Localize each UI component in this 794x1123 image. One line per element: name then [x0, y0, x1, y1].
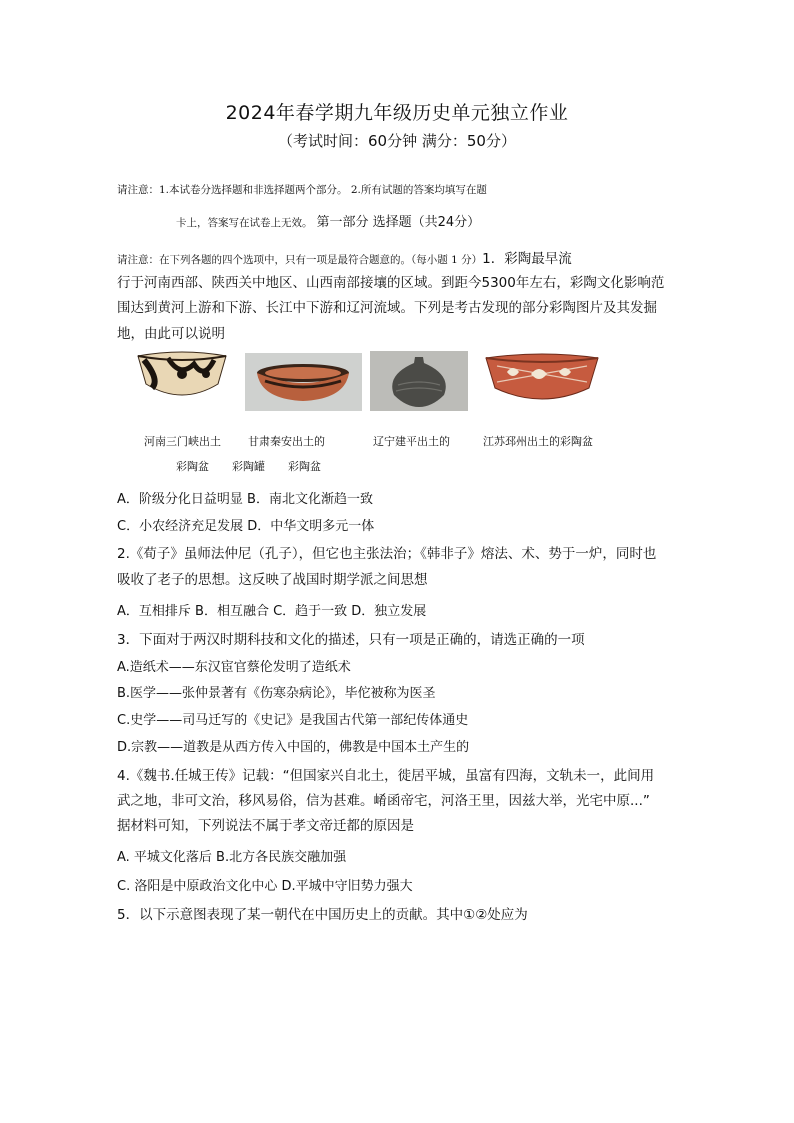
q2-line-2: 吸收了老子的思想。这反映了战国时期学派之间思想: [117, 572, 428, 588]
pizhou-pottery-basin-image: [483, 352, 601, 407]
q3-option-c: C.史学——司马迁写的《史记》是我国古代第一部纪传体通史: [117, 713, 469, 728]
part-heading: 第一部分 选择题（共24分）: [316, 215, 481, 230]
notice-line-1: 请注意：1.本试卷分选择题和非选择题两个部分。 2.所有试题的答案均填写在题: [117, 184, 487, 196]
page-title: 2024年春学期九年级历史单元独立作业: [225, 102, 569, 124]
q2-line-1: 2.《荀子》虽师法仲尼（孔子），但它也主张法治；《韩非子》熔法、术、势于一炉，同时也: [117, 546, 657, 562]
q4-line-3: 据材料可知，下列说法不属于孝文帝迁都的原因是: [117, 818, 414, 834]
caption-pizhou: 江苏邳州出土的彩陶盆: [483, 435, 593, 448]
q1-line-4: 地，由此可以说明: [117, 326, 225, 342]
q1-line-3: 围达到黄河上游和下游、长江中下游和辽河流域。下列是考古发现的部分彩陶图片及其发掘: [117, 300, 657, 316]
caption-basin-1: 彩陶盆: [176, 460, 209, 473]
q3-option-a: A.造纸术——东汉宦官蔡伦发明了造纸术: [117, 660, 351, 675]
q1-start: 1．彩陶最早流: [482, 251, 572, 267]
caption-basin-2: 彩陶盆: [288, 460, 321, 473]
caption-sanmenxia: 河南三门峡出土: [144, 435, 221, 448]
q3-line-1: 3．下面对于两汉时期科技和文化的描述，只有一项是正确的，请选正确的一项: [117, 632, 585, 648]
q2-options: A．互相排斥 B．相互融合 C．趋于一致 D．独立发展: [117, 604, 427, 619]
caption-jar: 彩陶罐: [232, 460, 265, 473]
caption-jianping: 辽宁建平出土的: [373, 435, 450, 448]
jianping-pottery-jar-image: [370, 351, 468, 411]
sanmenxia-pottery-basin-image: [134, 350, 230, 406]
notice-line-2: [176, 211, 480, 230]
q4-options-ab: A. 平城文化落后 B.北方各民族交融加强: [117, 850, 347, 865]
notice-line-2-text: 卡上，答案写在试卷上无效。: [176, 217, 313, 229]
q1-options-ab: A．阶级分化日益明显 B．南北文化渐趋一致: [117, 492, 373, 507]
caption-qinan: 甘肃秦安出土的: [248, 435, 325, 448]
q5-line-1: 5．以下示意图表现了某一朝代在中国历史上的贡献。其中①②处应为: [117, 907, 528, 923]
instructions-text: 请注意：在下列各题的四个选项中，只有一项是最符合题意的。（每小题 1 分）: [117, 254, 483, 266]
qinan-pottery-bowl-image: [245, 353, 362, 411]
q4-line-2: 武之地，非可文治，移风易俗，信为甚难。崤函帝宅，河洛王里，因兹大举，光宅中原...”: [117, 793, 650, 809]
q4-options-cd: C. 洛阳是中原政治文化中心 D.平城中守旧势力强大: [117, 879, 413, 894]
instructions-line: [117, 247, 572, 267]
q3-option-d: D.宗教——道教是从西方传入中国的，佛教是中国本土产生的: [117, 740, 470, 755]
q1-line-2: 行于河南西部、陕西关中地区、山西南部接壤的区域。到距今5300年左右，彩陶文化影响范: [117, 275, 665, 291]
q1-options-cd: C．小农经济充足发展 D．中华文明多元一体: [117, 519, 375, 534]
q3-option-b: B.医学——张仲景著有《伤寒杂病论》，毕佗被称为医圣: [117, 686, 436, 701]
exam-info: （考试时间：60分钟 满分：50分）: [278, 132, 516, 150]
q4-line-1: 4.《魏书.任城王传》记载：“但国家兴自北土，徙居平城，虽富有四海，文轨未一，此间用: [117, 768, 655, 784]
